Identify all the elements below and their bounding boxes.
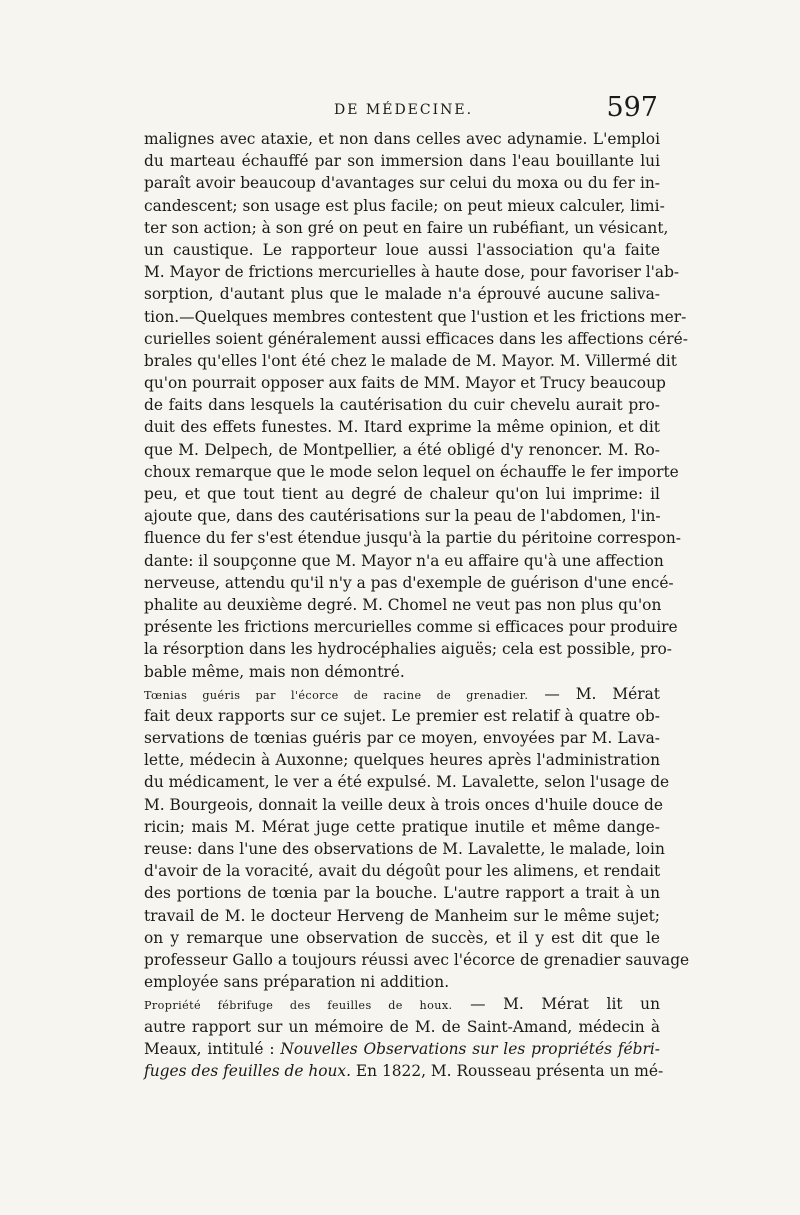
text-line: servations de tœnias guéris par ce moyen, envoyées par M. Lava- <box>144 729 660 748</box>
text-line: curielles soient généralement aussi efficaces dans les affections céré- <box>144 329 688 348</box>
text-line: paraît avoir beaucoup d'avantages sur celui du moxa ou du fer in- <box>144 174 660 193</box>
text-line: malignes avec ataxie, et non dans celles avec adynamie. L'emploi <box>144 130 660 148</box>
text-line: du médicament, le ver a été expulsé. M. Lavalette, selon l'usage de <box>144 773 670 792</box>
text-line: nerveuse, attendu qu'il n'y a pas d'exemple de guérison d'une encé- <box>144 573 674 592</box>
text-line: phalite au deuxième degré. M. Chomel ne veut pas non plus qu'on <box>144 595 662 614</box>
text-line: que M. Delpech, de Montpellier, a été obligé d'y renoncer. M. Ro- <box>144 440 660 459</box>
paragraph-cauterisation <box>144 128 688 683</box>
text-span: — M. Mérat <box>528 684 660 703</box>
section-heading: Tœnias guéris par l'écorce de racine de grenadier. <box>144 688 529 702</box>
book-title-italic: fuges des feuilles de houx. <box>144 1061 352 1080</box>
text-line <box>144 683 660 705</box>
text-line: présente les frictions mercurielles comme si efficaces pour produire <box>144 618 678 637</box>
text-line: reuse: dans l'une des observations de M. Lavalette, le malade, loin <box>144 840 665 858</box>
text-line: la résorption dans les hydrocéphalies aiguës; cela est possible, pro- <box>144 640 672 659</box>
text-line: du marteau échauffé par son immersion dans l'eau bouillante lui <box>144 152 660 171</box>
text-line: de faits dans lesquels la cautérisation du cuir chevelu aurait pro- <box>144 396 660 415</box>
text-line: des portions de tœnia par la bouche. L'autre rapport a trait à un <box>144 884 660 903</box>
text-line <box>144 993 660 1015</box>
page-number: 597 <box>606 92 658 123</box>
text-line: qu'on pourrait opposer aux faits de MM. Mayor et Trucy beaucoup <box>144 374 666 393</box>
text-span: En 1822, M. Rousseau présenta un mé- <box>351 1061 664 1080</box>
text-line: on y remarque une observation de succès, et il y est dit que le <box>144 928 660 947</box>
text-line: choux remarque que le mode selon lequel on échauffe le fer importe <box>144 462 679 481</box>
text-line: fluence du fer s'est étendue jusqu'à la partie du péritoine correspon- <box>144 529 681 548</box>
text-line: brales qu'elles l'ont été chez le malade de M. Mayor. M. Villermé dit <box>144 351 677 370</box>
text-line: d'avoir de la voracité, avait du dégoût pour les alimens, et rendait <box>144 862 661 881</box>
book-title-italic: Nouvelles Observations sur les propriétés fébri- <box>280 1039 660 1058</box>
text-line: M. Mayor de frictions mercurielles à haute dose, pour favoriser l'ab- <box>144 263 680 282</box>
text-line: dante: il soupçonne que M. Mayor n'a eu affaire qu'à une affection <box>144 551 664 570</box>
text-line: bable même, mais non démontré. <box>144 662 405 681</box>
text-line: travail de M. le docteur Herveng de Manheim sur le même sujet; <box>144 906 660 925</box>
text-line: candescent; son usage est plus facile; on peut mieux calculer, limi- <box>144 196 665 215</box>
page-body <box>144 128 690 1082</box>
text-line <box>144 1038 660 1060</box>
text-line: autre rapport sur un mémoire de M. de Saint-Amand, médecin à <box>144 1017 660 1036</box>
text-span: Meaux, intitulé : <box>144 1039 281 1058</box>
paragraph-taenias <box>144 683 690 994</box>
text-line: un caustique. Le rapporteur loue aussi l'association qu'a faite <box>144 240 660 259</box>
text-line: professeur Gallo a toujours réussi avec l'écorce de grenadier sauvage <box>144 950 690 969</box>
page-header <box>142 92 662 128</box>
text-line: tion.—Quelques membres contestent que l'ustion et les frictions mer- <box>144 307 687 326</box>
text-line: fait deux rapports sur ce sujet. Le premier est relatif à quatre ob- <box>144 706 660 725</box>
text-line: ricin; mais M. Mérat juge cette pratique inutile et même dange- <box>144 817 660 836</box>
text-line: employée sans préparation ni addition. <box>144 973 450 992</box>
text-span: — M. Mérat lit un <box>452 995 660 1014</box>
text-line: ter son action; à son gré on peut en faire un rubéfiant, un vésicant, <box>144 218 669 237</box>
text-line: M. Bourgeois, donnait la veille deux à trois onces d'huile douce de <box>144 795 663 814</box>
running-title: DE MÉDECINE. <box>334 102 474 118</box>
text-line: peu, et que tout tient au degré de chaleur qu'on lui imprime: il <box>144 485 660 503</box>
text-line: lette, médecin à Auxonne; quelques heures après l'administration <box>144 751 660 770</box>
text-line <box>144 1060 664 1082</box>
text-line: sorption, d'autant plus que le malade n'a éprouvé aucune saliva- <box>144 285 660 304</box>
text-line: ajoute que, dans des cautérisations sur la peau de l'abdomen, l'in- <box>144 507 661 526</box>
text-line: duit des effets funestes. M. Itard exprime la même opinion, et dit <box>144 418 660 437</box>
paragraph-houx <box>144 993 664 1082</box>
section-heading: Propriété fébrifuge des feuilles de houx. <box>144 999 453 1013</box>
